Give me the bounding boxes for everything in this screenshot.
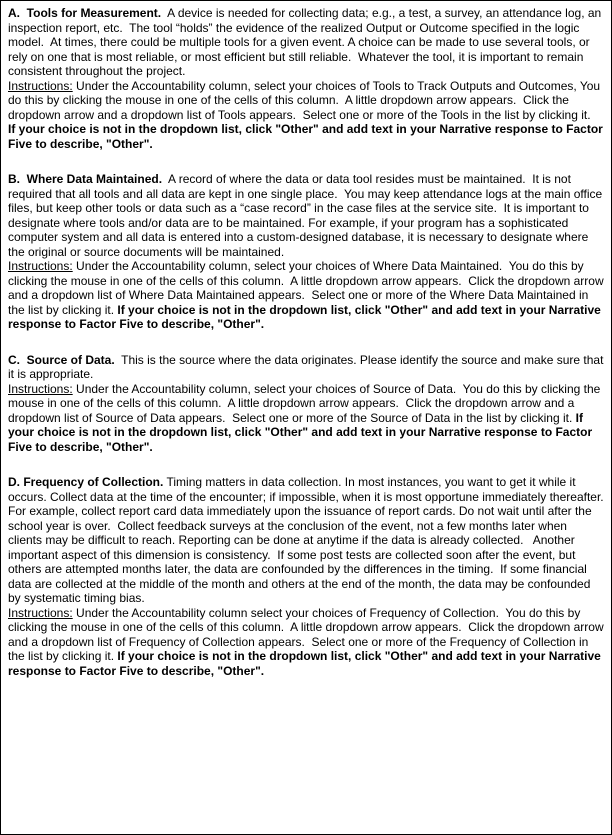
section-c-instructions-text: Under the Accountability column, select your choices of Source of Data. You do this by clicking the mouse in one of the cells of this column. A little dropdown arrow appears. Click the dropdown arrow and a dropdown list of Source of Data appears. Select one or more of the Source of Data in the list by clicking it. bbox=[8, 381, 604, 425]
section-c-instructions-paragraph bbox=[8, 382, 604, 455]
section-frequency-of-collection bbox=[8, 475, 611, 678]
section-a-instructions-label: Instructions: bbox=[8, 78, 73, 93]
section-a-emphasis-text: If your choice is not in the dropdown list, click "Other" and add text in your Narrative response to Factor Five to describe, "Other". bbox=[8, 122, 607, 151]
section-d-body-text: Timing matters in data collection. In most instances, you want to get it while it occurs. Collect data at the time of the encounter; if impossible, when it is most opportune immediately thereafter. For example, collect report card data immediately upon the issuance of report cards. Do not wait until after the school year is over. Collect feedback surveys at the conclusion of the event, not a few months later when clients may be difficult to reach. Reporting can be done at anytime if the data is already collected. Another important aspect of this dimension is consistency. If some post tests are collected soon after the event, but others are attempted months later, the data are confounded by the differences in the timing. If some financial data are collected at the middle of the month and others at the end of the month, the data may be confounded by systematic timing bias. bbox=[8, 475, 611, 605]
section-tools-for-measurement bbox=[8, 6, 607, 151]
section-b-description-paragraph bbox=[8, 172, 604, 259]
section-d-emphasis-text: If your choice is not in the dropdown list, click "Other" and add text in your Narrative response to Factor Five to describe, "Other". bbox=[8, 649, 605, 678]
section-b-emphasis-text: If your choice is not in the dropdown list, click "Other" and add text in your Narrative response to Factor Five to describe, "Other". bbox=[8, 302, 605, 331]
section-a-description-paragraph bbox=[8, 6, 604, 79]
section-a-body-text: A device is needed for collecting data; e.g., a test, a survey, an attendance log, an inspection report, etc. The tool “holds” the evidence of the realized Output or Outcome specified in the logic model. At times, there could be multiple tools for a given event. A choice can be made to use several tools, or rely on one that is most reliable, or most efficient but still reliable. Whatever the tool, it is important to remain consistent throughout the project. bbox=[8, 6, 605, 78]
section-source-of-data bbox=[8, 352, 607, 455]
section-c-emphasis-text: If your choice is not in the dropdown list, click "Other" and add text in your Narrative response to Factor Five to describe, "Other". bbox=[8, 410, 596, 454]
section-d-heading: D. Frequency of Collection. bbox=[8, 475, 164, 489]
section-b-heading: B. Where Data Maintained. bbox=[8, 172, 163, 186]
section-b-instructions-label: Instructions: bbox=[8, 259, 73, 273]
section-d-instructions-text: Under the Accountability column select your choices of Frequency of Collection. You do this by clicking the mouse in one of the cells of this column. A little dropdown arrow appears. Click the dropdown arrow and a dropdown list of Frequency of Collection appears. Select one or more of the Frequency of Collection in the list by clicking it. bbox=[8, 605, 607, 663]
section-b-body-text: A record of where the data or data tool resides must be maintained. It is not required that all tools and all data are kept in one single place. You may keep attendance logs at the main office files, but keep other tools or data such as a “case record” in the case files at the service site. It is important to designate where tools and/or data are to be maintained. For example, if your program has a sophisticated computer system and all data is entered into a custom-designed database, it is necessary to designate where the original or source documents will be maintained. bbox=[8, 172, 606, 259]
section-a-heading: A. Tools for Measurement. bbox=[8, 6, 162, 20]
section-c-instructions-label: Instructions: bbox=[8, 381, 73, 396]
section-d-instructions-paragraph bbox=[8, 605, 607, 679]
section-d-description-paragraph bbox=[8, 475, 611, 606]
section-where-data-maintained bbox=[8, 172, 607, 332]
section-c-heading: C. Source of Data. bbox=[8, 352, 115, 367]
section-a-instructions-paragraph bbox=[8, 78, 607, 152]
section-d-instructions-label: Instructions: bbox=[8, 605, 73, 620]
section-c-body-text: This is the source where the data originates. Please identify the source and make sure that it is appropriate. bbox=[8, 352, 607, 381]
section-c-description-paragraph bbox=[8, 352, 607, 382]
section-b-instructions-paragraph bbox=[8, 259, 607, 332]
section-b-instructions-text: Under the Accountability column, select your choices of Where Data Maintained. You do this by clicking the mouse in one of the cells of this column. A little dropdown arrow appears. Click the dropdown arrow and a dropdown list of Where Data Maintained appears. Select one or more of the Where Data Maintained in the list by clicking it. bbox=[8, 259, 607, 317]
section-a-instructions-text: Under the Accountability column, select your choices of Tools to Track Outputs and Outcomes, You do this by clicking the mouse in one of the cells of this column. A little dropdown arrow appears. Click the dropdown arrow and a dropdown list of Tools appears. Select one or more of the Tools in the list by clicking it. bbox=[8, 78, 604, 122]
